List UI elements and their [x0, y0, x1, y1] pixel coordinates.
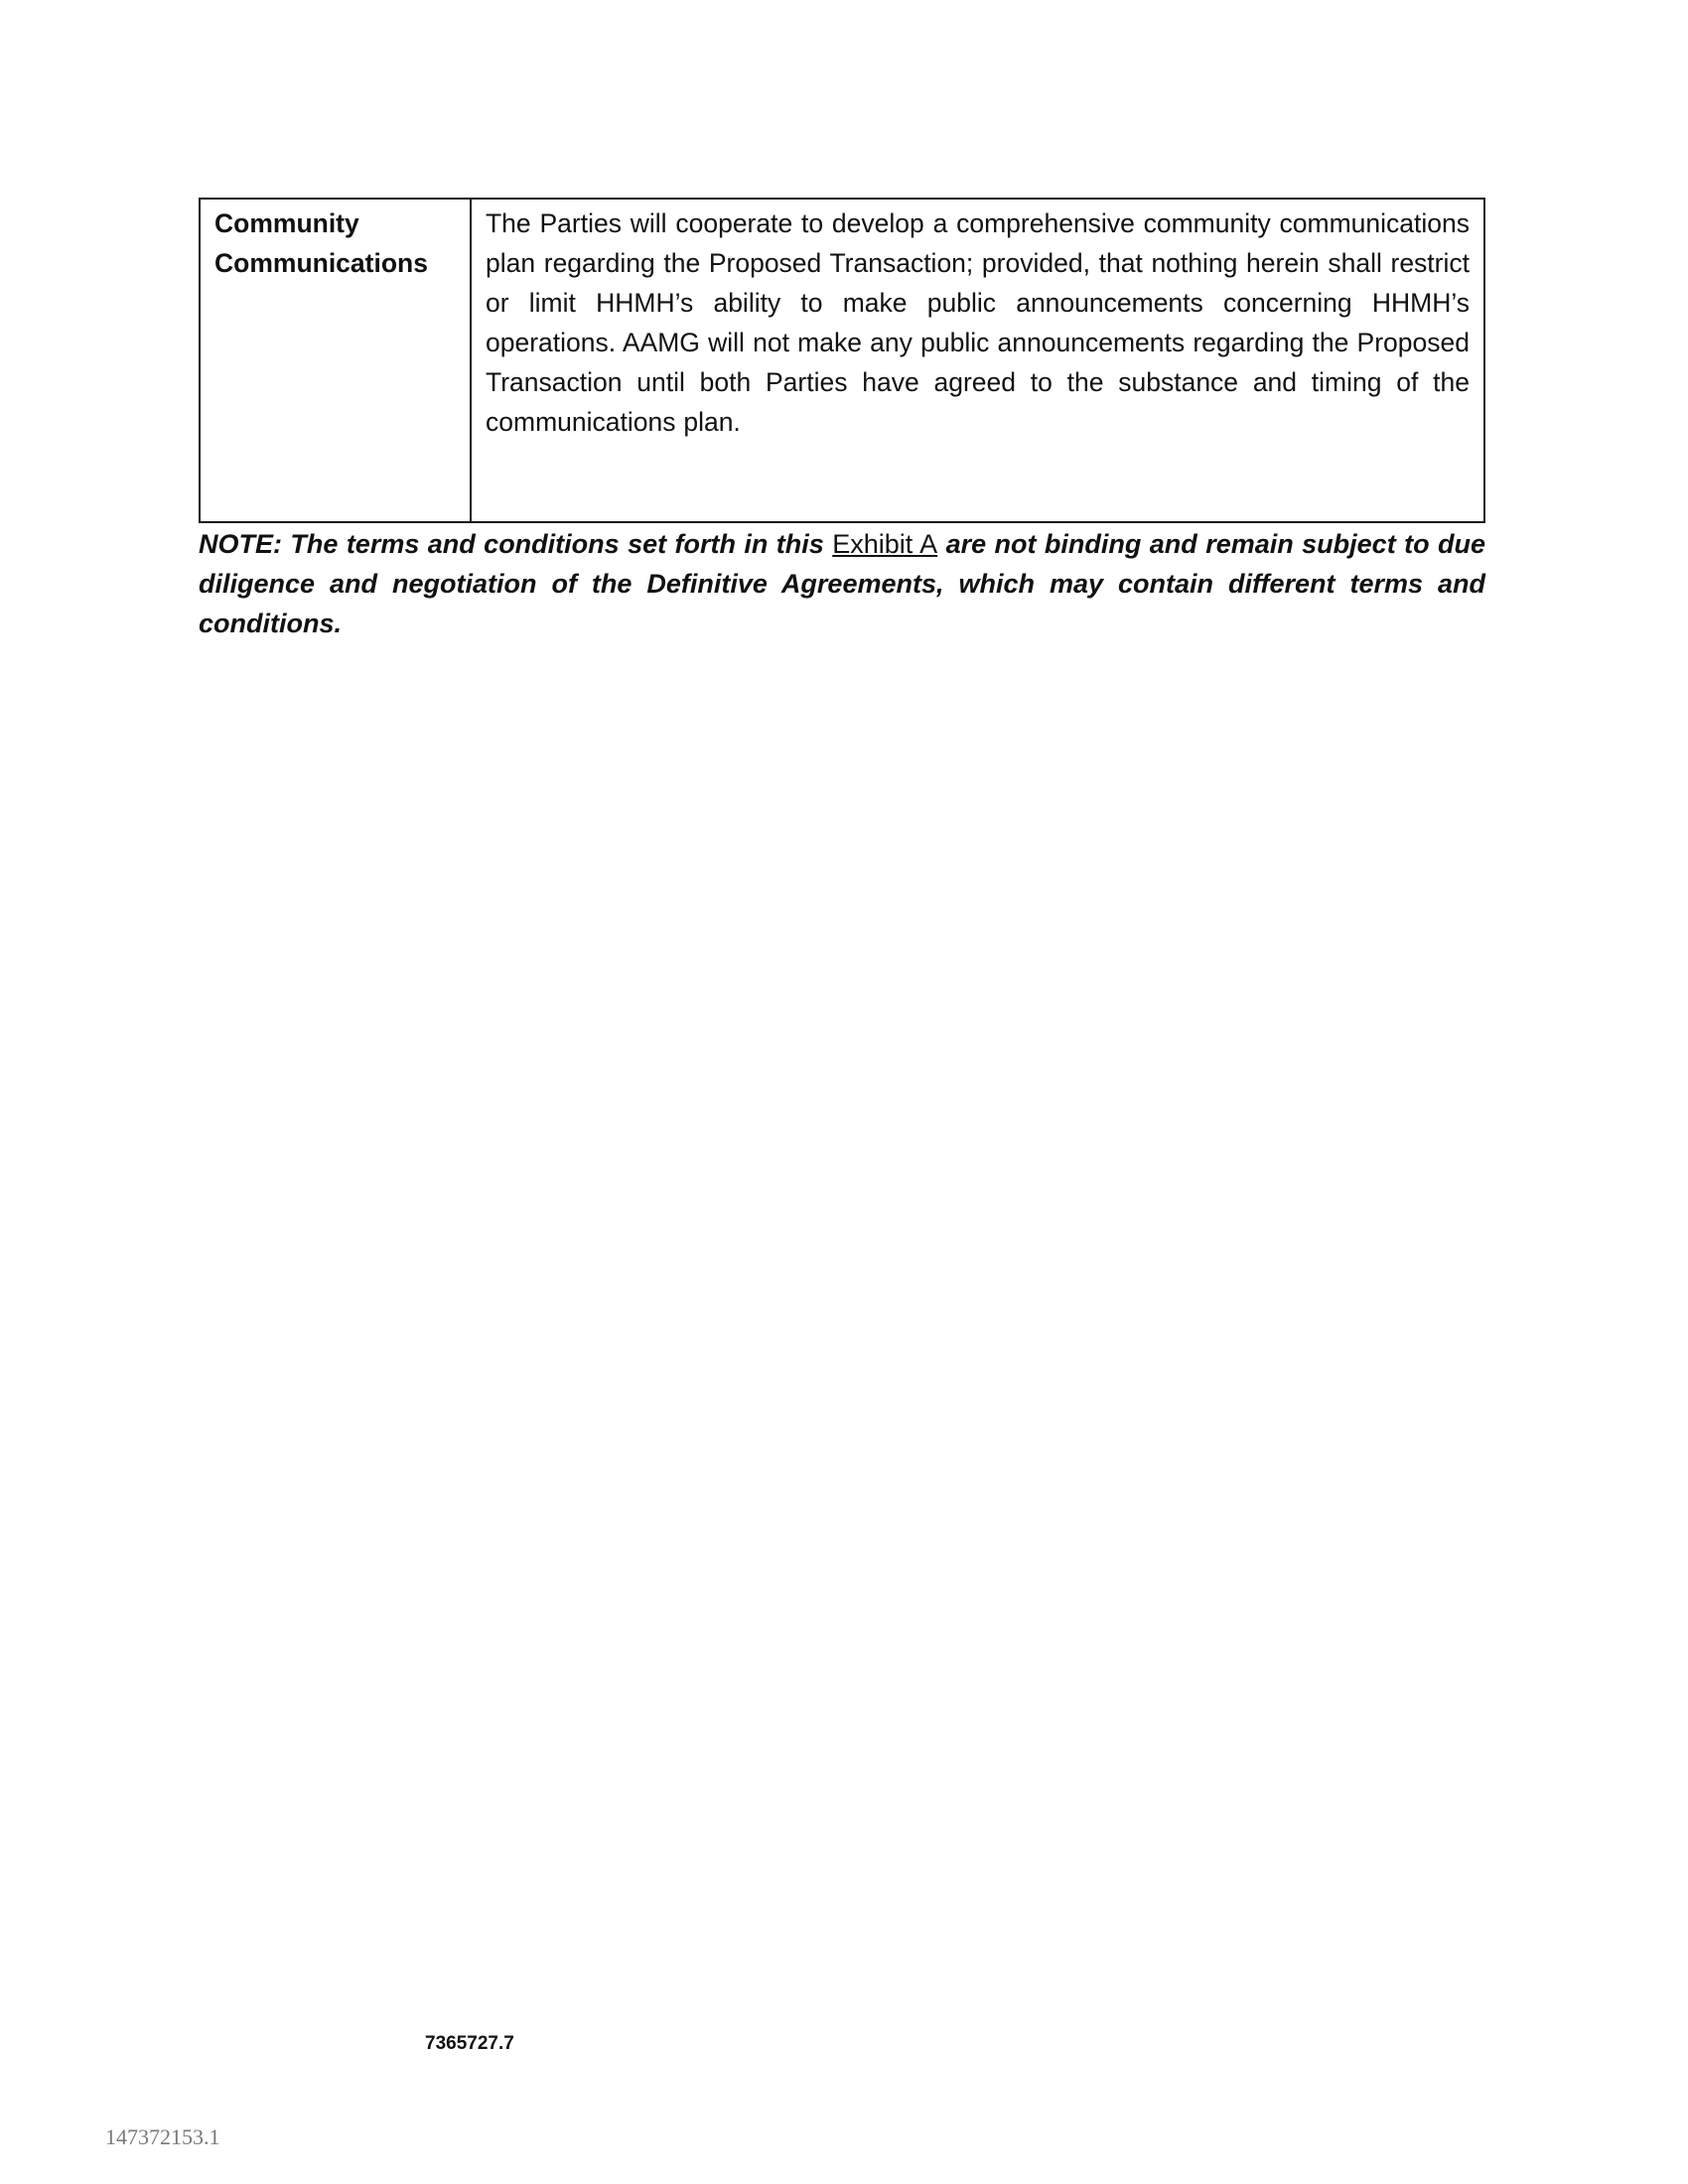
terms-table	[199, 198, 1485, 523]
term-body-cell	[471, 199, 1484, 522]
note-suffix: are not binding and remain subject to due diligence and negotiation of the Definitive Agreements, which may contain different terms and conditions.	[199, 529, 1485, 638]
footer-id: 147372153.1	[105, 2124, 220, 2149]
exhibit-reference: Exhibit A	[832, 529, 938, 559]
term-label	[201, 200, 470, 283]
term-label-line-2: Communications	[214, 248, 428, 278]
term-label-line-1: Community	[214, 208, 359, 238]
term-label-cell	[200, 199, 471, 522]
table-row	[200, 199, 1484, 522]
disclaimer-note	[199, 524, 1485, 643]
document-number: 7365727.7	[425, 2033, 514, 2054]
note-prefix: NOTE: The terms and conditions set forth in this	[199, 529, 833, 559]
term-body-text: The Parties will cooperate to develop a comprehensive community communications plan regarding the Proposed Transaction; provided, that nothing herein shall restrict or limit HHMH’s ability to make public announcements concerning HHMH’s operations. AAMG will not make any public announcements regarding the Proposed Transaction until both Parties have agreed to the substance and timing of the communications plan.	[486, 208, 1470, 437]
